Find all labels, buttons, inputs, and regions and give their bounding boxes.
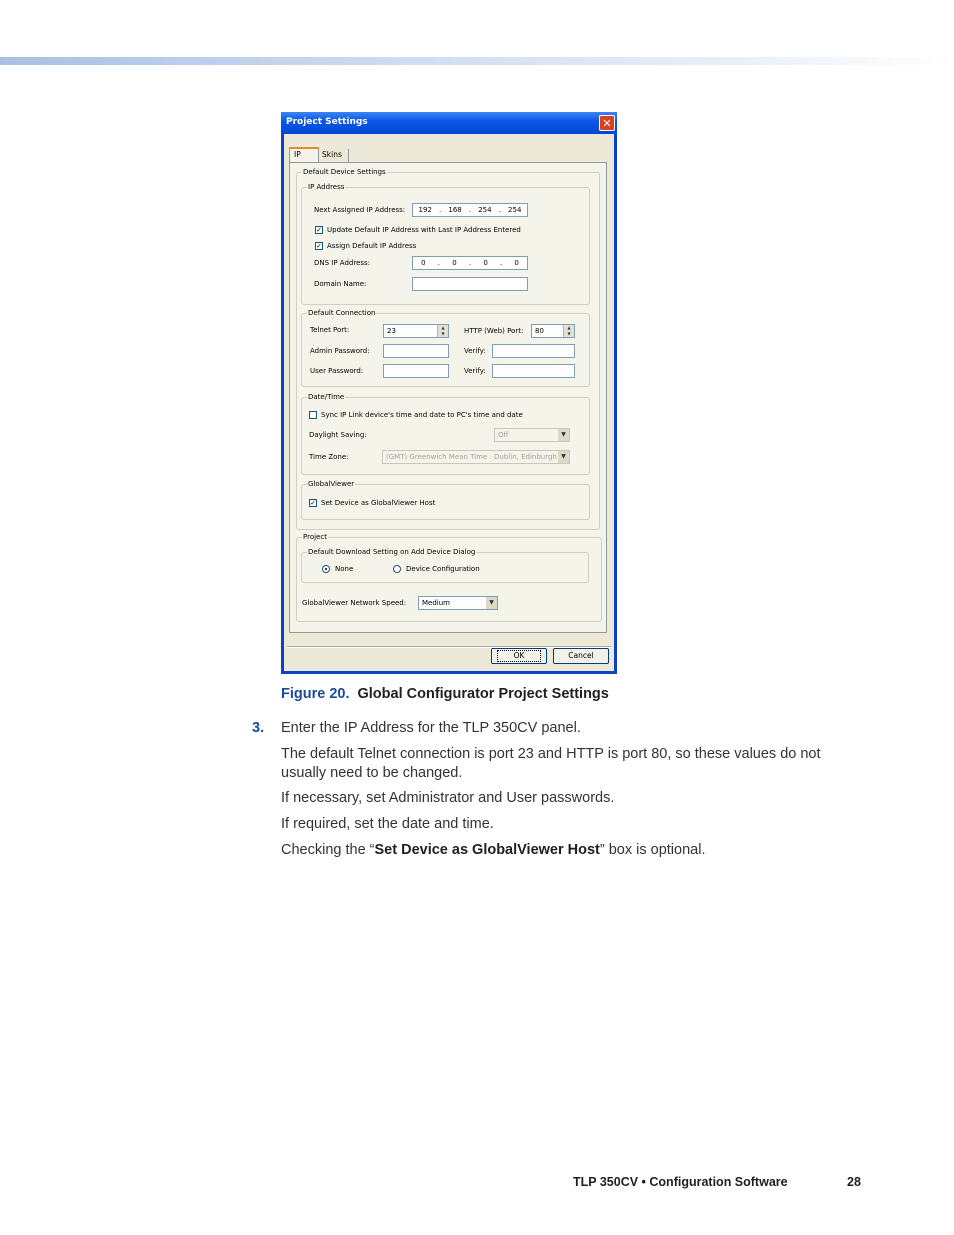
network-speed-value: Medium <box>422 599 450 607</box>
update-default-label: Update Default IP Address with Last IP Address Entered <box>327 226 521 234</box>
close-icon[interactable]: ✕ <box>599 115 615 131</box>
dns-ip-field[interactable]: 0 . 0 . 0 . 0 <box>412 256 528 270</box>
spin-arrows-icon[interactable]: ▲ ▼ <box>437 325 448 337</box>
timezone-value: (GMT) Greenwich Mean Time : Dublin, Edinburgh <box>386 453 557 461</box>
domain-field[interactable] <box>412 277 528 291</box>
step-number: 3. <box>252 720 265 736</box>
user-verify-label: Verify: <box>464 367 486 375</box>
dialog-titlebar[interactable] <box>281 112 617 134</box>
domain-label: Domain Name: <box>314 280 367 288</box>
http-label: HTTP (Web) Port: <box>464 327 524 335</box>
step-line-5-prefix: Checking the “ <box>281 842 375 858</box>
ip-octet: 192 <box>418 206 432 214</box>
cancel-button[interactable]: Cancel <box>553 648 609 664</box>
default-connection-group <box>301 309 590 387</box>
page-number: 28 <box>847 1175 861 1189</box>
spin-arrows-icon[interactable]: ▲ ▼ <box>563 325 574 337</box>
assign-default-checkbox[interactable]: ✓ <box>316 242 322 250</box>
daylight-label: Daylight Saving: <box>309 431 367 439</box>
step-line-5-bold: Set Device as GlobalViewer Host <box>374 842 600 858</box>
daylight-dropdown[interactable] <box>494 428 570 442</box>
dns-label: DNS IP Address: <box>314 259 371 267</box>
ip-octet: 254 <box>508 206 522 214</box>
step-line-1: Enter the IP Address for the TLP 350CV panel. <box>281 720 581 736</box>
tab-skins[interactable] <box>319 149 349 162</box>
network-speed-label: GlobalViewer Network Speed: <box>302 599 407 607</box>
sync-time-label: Sync IP Link device's time and date to PC's time and date <box>321 411 523 419</box>
telnet-port-field[interactable] <box>383 324 449 338</box>
admin-verify-label: Verify: <box>464 347 486 355</box>
sync-time-checkbox[interactable] <box>309 411 317 419</box>
telnet-label: Telnet Port: <box>310 326 350 334</box>
next-ip-field[interactable]: 192 . 168 . 254 . 254 <box>412 203 528 217</box>
ip-octet: 254 <box>478 206 492 214</box>
daylight-value: Off <box>498 431 509 439</box>
timezone-label: Time Zone: <box>309 453 349 461</box>
tab-ip[interactable] <box>289 147 319 162</box>
ip-octet: 168 <box>448 206 462 214</box>
ip-address-group <box>301 183 590 305</box>
ip-octet: 0 <box>421 259 426 267</box>
assign-default-label: Assign Default IP Address <box>327 242 417 250</box>
project-group <box>296 533 602 622</box>
network-speed-dropdown[interactable] <box>418 596 498 610</box>
ip-octet: 0 <box>514 259 519 267</box>
download-setting-legend: Default Download Setting on Add Device Dialog <box>308 548 476 556</box>
project-legend: Project <box>303 533 327 541</box>
ip-octet: 0 <box>452 259 457 267</box>
ip-tab-panel <box>289 162 607 633</box>
default-device-settings-group <box>296 168 600 530</box>
user-password-field[interactable] <box>383 364 449 378</box>
project-settings-dialog <box>281 112 617 674</box>
ip-address-legend: IP Address <box>308 183 345 191</box>
timezone-dropdown[interactable] <box>382 450 570 464</box>
ok-button[interactable] <box>491 648 547 664</box>
user-verify-field[interactable] <box>492 364 575 378</box>
step-line-3: If necessary, set Administrator and User passwords. <box>281 790 615 806</box>
dialog-title: Project Settings <box>286 117 368 127</box>
radio-device-config-label: Device Configuration <box>406 565 480 573</box>
next-ip-label: Next Assigned IP Address: <box>314 206 406 214</box>
footer-title: TLP 350CV • Configuration Software <box>573 1175 788 1189</box>
radio-none-label: None <box>335 565 354 573</box>
figure-title: Global Configurator Project Settings <box>357 686 609 702</box>
globalviewer-group <box>301 480 590 520</box>
globalviewer-legend: GlobalViewer <box>308 480 355 488</box>
step-line-5 <box>281 841 851 860</box>
tab-ip-label: IP <box>294 150 301 159</box>
tab-skins-label: Skins <box>322 150 342 159</box>
http-port-field[interactable] <box>531 324 575 338</box>
admin-password-field[interactable] <box>383 344 449 358</box>
set-host-label: Set Device as GlobalViewer Host <box>321 499 436 507</box>
step-line-4: If required, set the date and time. <box>281 816 494 832</box>
user-password-label: User Password: <box>310 367 364 375</box>
update-default-checkbox[interactable]: ✓ <box>316 226 322 234</box>
step-line-5-suffix: ” box is optional. <box>599 842 706 858</box>
download-setting-group <box>301 548 589 583</box>
radio-device-configuration[interactable] <box>393 565 401 573</box>
http-value: 80 <box>535 327 544 335</box>
chevron-down-icon[interactable]: ▼ <box>486 597 497 609</box>
ip-octet: 0 <box>483 259 488 267</box>
admin-verify-field[interactable] <box>492 344 575 358</box>
date-time-legend: Date/Time <box>308 393 345 401</box>
figure-number: Figure 20. <box>281 686 350 702</box>
header-gradient-bar <box>0 57 954 65</box>
date-time-group <box>301 393 590 475</box>
chevron-down-icon[interactable]: ▼ <box>558 451 569 463</box>
figure-caption <box>281 686 609 702</box>
set-host-checkbox[interactable]: ✓ <box>310 499 316 507</box>
chevron-down-icon[interactable]: ▼ <box>558 429 569 441</box>
telnet-value: 23 <box>387 327 396 335</box>
admin-password-label: Admin Password: <box>310 347 370 355</box>
radio-none[interactable] <box>322 565 330 573</box>
step-line-2: The default Telnet connection is port 23 and HTTP is port 80, so these values do not usually need to be changed. <box>281 746 821 781</box>
ok-button-label: OK <box>497 650 542 662</box>
dialog-client-area <box>284 134 614 671</box>
default-connection-legend: Default Connection <box>308 309 376 317</box>
default-device-settings-legend: Default Device Settings <box>303 168 386 176</box>
